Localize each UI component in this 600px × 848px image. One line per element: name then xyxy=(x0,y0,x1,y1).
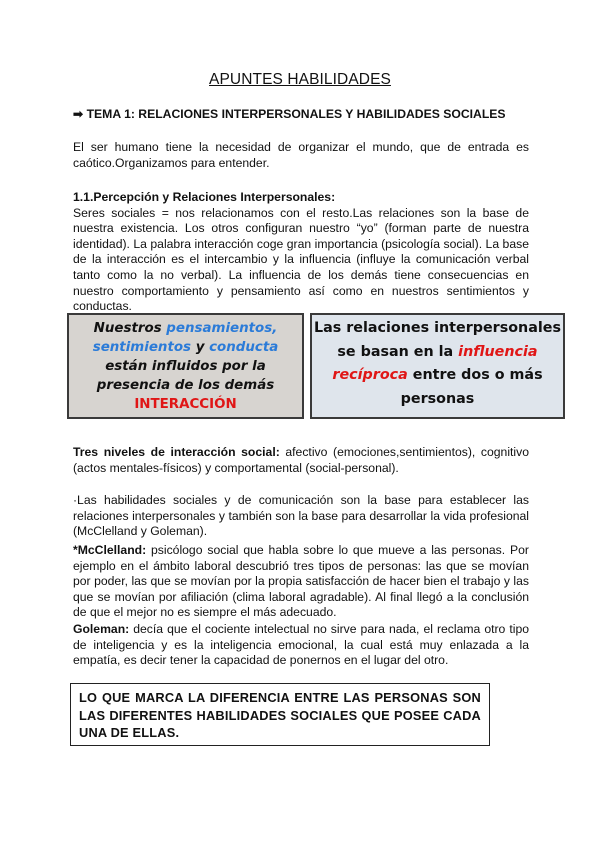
box-left-text: Nuestros xyxy=(93,321,167,336)
box-right-text: Las relaciones interpersonales xyxy=(313,320,561,336)
box-right-highlight: influencia xyxy=(458,343,538,360)
niveles-text: afectivo (emociones,sentimientos), cognitivo (actos mentales-físicos) y comportamental (social-personal). xyxy=(73,445,529,475)
intro-paragraph: El ser humano tiene la necesidad de organizar el mundo, que de entrada es caótico.Organizamos para entender. xyxy=(73,140,529,170)
arrow-icon: ➡ xyxy=(73,107,84,121)
mcclelland-paragraph xyxy=(73,543,529,621)
box-left-text: están influidos por la xyxy=(105,359,266,374)
box-right-text: entre dos o más xyxy=(407,367,543,383)
image-boxes xyxy=(67,313,567,421)
section-body: Seres sociales = nos relacionamos con el resto.Las relaciones son la base de nuestra existencia. Los otros configuran nuestro “yo” (forman parte de nuestra identidad). La palabra interacción coge gran importancia (psicología social). La base de la interacción es el intercambio y la influencia (influye la comunicación verbal tanto como la no verbal). La influencia de los demás tiene consecuencias en nuestro comportamiento y pensamiento así como en nuestros sentimientos y conductas. xyxy=(73,205,529,314)
document-title: APUNTES HABILIDADES xyxy=(209,71,391,88)
mcclelland-label: *McClelland: xyxy=(73,543,147,557)
callout-box: LO QUE MARCA LA DIFERENCIA ENTRE LAS PERSONAS SON LAS DIFERENTES HABILIDADES SOCIALES QUE POSEE CADA UNA DE ELLAS. xyxy=(70,683,490,746)
box-left-highlight: conducta xyxy=(209,340,279,355)
goleman-text: decía que el cociente intelectual no sirve para nada, el reclama otro tipo de inteligencia y es la inteligencia emocional, la cual está muy enlazada a la empatía, es decir tener la capacidad de ponernos en el lugar del otro. xyxy=(73,622,529,668)
box-left-text: presencia de los demás xyxy=(96,378,275,393)
section-perception xyxy=(73,190,529,315)
mcclelland-text: psicólogo social que habla sobre lo que mueve a las personas. Por ejemplo en el ámbito laboral descubrió tres tipos de personas: las que se movían por poder, las que se movían por la propia satisfacción de hacer bien el trabajo y las que se movían por afiliación (clima laboral agradable). Al final llegó a la conclusión de que el mejor no es siempre el más adecuado. xyxy=(73,543,529,620)
box-right-text: se basan en la xyxy=(337,343,459,360)
goleman-label: Goleman: xyxy=(73,622,130,636)
tema-heading xyxy=(73,107,533,121)
interaction-box xyxy=(67,313,304,419)
interaccion-label: INTERACCIÓN xyxy=(134,397,237,412)
box-left-text: y xyxy=(191,340,210,355)
niveles-label: Tres niveles de interacción social: xyxy=(73,445,280,459)
tema-text: TEMA 1: RELACIONES INTERPERSONALES Y HABILIDADES SOCIALES xyxy=(83,107,506,121)
niveles-paragraph xyxy=(73,445,529,476)
box-left-highlight: sentimientos xyxy=(92,340,192,355)
box-right-text: personas xyxy=(400,390,475,407)
goleman-paragraph xyxy=(73,622,529,669)
section-heading: 1.1.Percepción y Relaciones Interpersonales: xyxy=(73,190,336,204)
box-left-highlight: pensamientos, xyxy=(166,321,278,336)
box-right-highlight: recíproca xyxy=(332,367,408,383)
habilidades-paragraph: ·Las habilidades sociales y de comunicación son la base para establecer las relaciones interpersonales y también son la base para desarrollar la vida profesional (McClelland y Goleman). xyxy=(73,493,529,539)
influence-box xyxy=(310,313,565,419)
